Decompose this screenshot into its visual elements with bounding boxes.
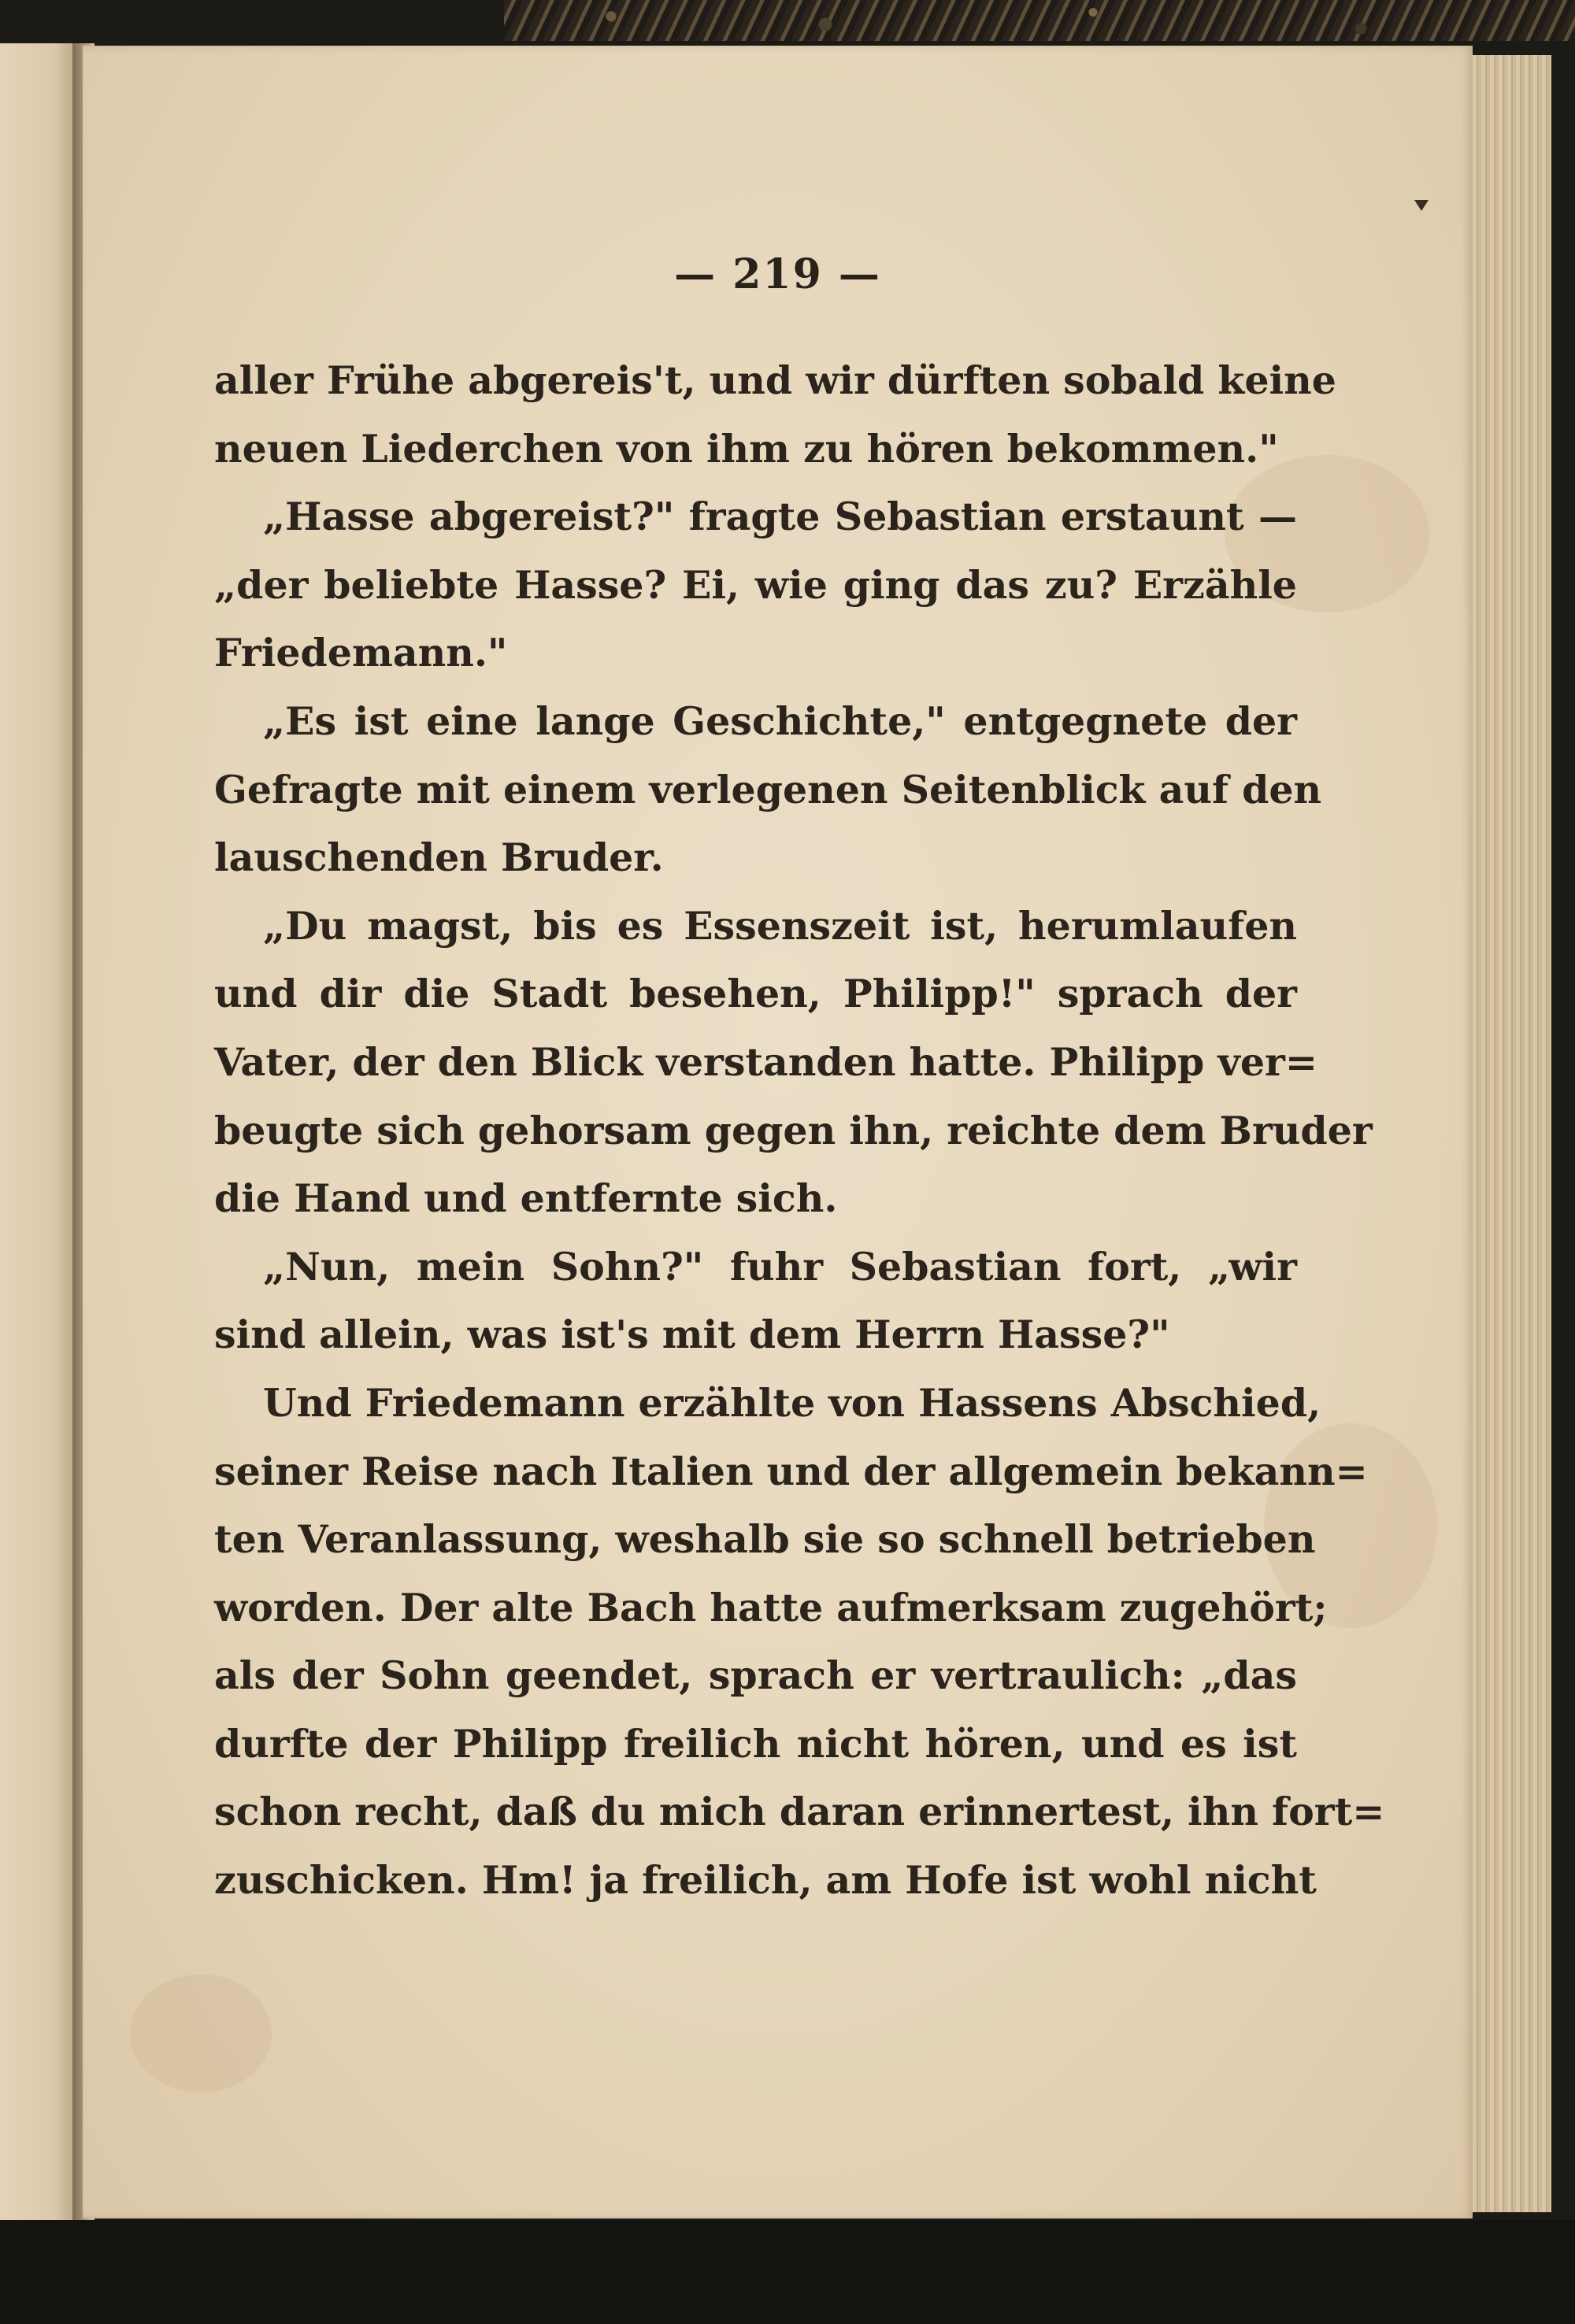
text-line: „der beliebte Hasse? Ei, wie ging das zu? Erzähle <box>214 561 1297 608</box>
text-line: als der Sohn geendet, sprach er vertraulich: „das <box>214 1652 1297 1699</box>
text-line: Und Friedemann erzählte von Hassens Abschied, <box>263 1379 1321 1426</box>
previous-page-edge <box>0 43 77 2220</box>
book-cover-bottom <box>0 2220 1575 2324</box>
text-line: „Nun, mein Sohn?" fuhr Sebastian fort, „wir <box>263 1243 1297 1290</box>
text-line: aller Frühe abgereis't, und wir dürften sobald keine <box>214 357 1336 403</box>
marbled-cover-edge <box>504 0 1575 41</box>
paper-stain <box>130 1974 272 2093</box>
text-line: schon recht, daß du mich daran erinnertest, ihn fort= <box>214 1789 1385 1835</box>
text-line: die Hand und entfernte sich. <box>214 1175 838 1222</box>
text-line: sind allein, was ist's mit dem Herrn Hasse?" <box>214 1312 1170 1358</box>
text-line: neuen Liederchen von ihm zu hören bekommen." <box>214 425 1279 472</box>
text-line: Gefragte mit einem verlegenen Seitenblick auf den <box>214 766 1322 812</box>
text-line: lauschenden Bruder. <box>214 834 664 881</box>
text-line: worden. Der alte Bach hatte aufmerksam zugehört; <box>214 1584 1328 1630</box>
body-text <box>214 346 1385 1915</box>
text-line: „Du magst, bis es Essenszeit ist, herumlaufen <box>263 902 1297 949</box>
text-line: „Hasse abgereist?" fragte Sebastian erstaunt — <box>263 494 1297 540</box>
text-line: beugte sich gehorsam gegen ihn, reichte dem Bruder <box>214 1107 1373 1153</box>
text-line: durfte der Philipp freilich nicht hören, und es ist <box>214 1720 1297 1767</box>
text-line: Vater, der den Blick verstanden hatte. Philipp ver= <box>214 1038 1317 1085</box>
text-line: und dir die Stadt besehen, Philipp!" sprach der <box>214 971 1297 1017</box>
text-line: zuschicken. Hm! ja freilich, am Hofe ist wohl nicht <box>214 1857 1317 1904</box>
text-line: „Es ist eine lange Geschichte," entgegnete der <box>263 698 1297 744</box>
text-line: Friedemann." <box>214 630 508 676</box>
text-line: ten Veranlassung, weshalb sie so schnell betrieben <box>214 1516 1316 1563</box>
page-edges-stack <box>1471 55 1551 2212</box>
page-number-header: — 219 — <box>674 250 881 298</box>
ink-mark <box>1414 200 1429 211</box>
text-line: seiner Reise nach Italien und der allgemein bekann= <box>214 1448 1368 1494</box>
